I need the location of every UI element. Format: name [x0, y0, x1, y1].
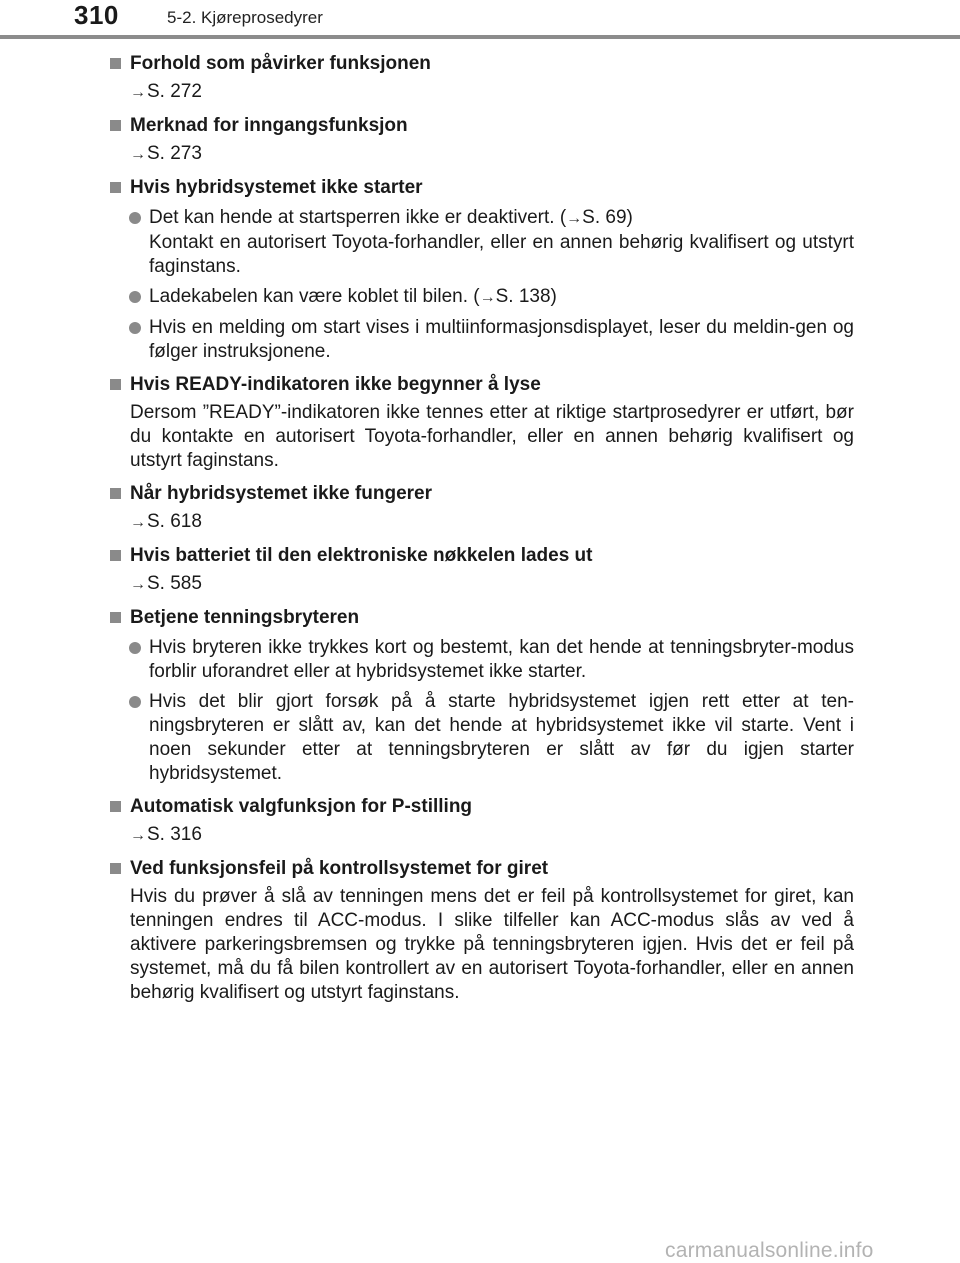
- section-heading: [109, 176, 854, 200]
- section-heading: [109, 857, 854, 881]
- square-bullet-icon: [110, 612, 121, 623]
- paragraph: Hvis du prøver å slå av tenningen mens det er feil på kontrollsystemet for giret, kan tenningen endres til ACC-modus. I slike tilfeller kan ACC-modus slås av ved å aktivere parkeringsbremsen og trykke på tenningsbryteren igjen. Hvis det er feil på systemet, må du få bilen kontrollert av en autorisert Toyota-forhandler, eller en annen behørig kvalifisert og utstyrt faginstans.: [130, 886, 854, 1003]
- heading-text: Når hybridsystemet ikke fungerer: [130, 483, 433, 504]
- arrow-right-icon: →: [479, 289, 496, 306]
- circle-bullet-icon: [129, 642, 141, 654]
- watermark: carmanualsonline.info: [665, 1239, 874, 1262]
- bullet-text: Ladekabelen kan være koblet til bilen. (: [149, 286, 480, 307]
- bullet-text: Hvis en melding om start vises i multiinformasjonsdisplayet, leser du meldin-gen og følger instruksjonene.: [149, 317, 854, 362]
- page-reference[interactable]: [109, 572, 854, 597]
- page-reference[interactable]: [109, 823, 854, 848]
- page-reference[interactable]: S. 138): [495, 286, 557, 307]
- arrow-right-icon: →: [130, 827, 146, 844]
- list-item: [109, 316, 854, 364]
- square-bullet-icon: [110, 58, 121, 69]
- page-reference[interactable]: S. 69): [582, 207, 633, 228]
- heading-text: Automatisk valgfunksjon for P-stilling: [130, 796, 473, 817]
- arrow-right-icon: →: [130, 146, 146, 163]
- section-heading: [109, 482, 854, 506]
- bullet-text: Hvis bryteren ikke trykkes kort og bestemt, kan det hende at tenningsbryter-modus forblir uforandret eller at hybridsystemet ikke starter.: [149, 637, 854, 682]
- section-heading: [109, 606, 854, 630]
- section-heading: [109, 52, 854, 76]
- page-reference[interactable]: [109, 142, 854, 167]
- heading-text: Merknad for inngangsfunksjon: [130, 115, 408, 136]
- list-item: [109, 690, 854, 786]
- page-reference[interactable]: [109, 510, 854, 535]
- square-bullet-icon: [110, 863, 121, 874]
- square-bullet-icon: [110, 550, 121, 561]
- reference-text: S. 272: [147, 81, 202, 102]
- circle-bullet-icon: [129, 212, 141, 224]
- reference-text: S. 618: [147, 511, 202, 532]
- bullet-text: Kontakt en autorisert Toyota-forhandler, eller en annen behørig kvalifisert og utstyrt faginstans.: [149, 232, 854, 277]
- square-bullet-icon: [110, 379, 121, 390]
- square-bullet-icon: [110, 801, 121, 812]
- section-heading: [109, 114, 854, 138]
- bullet-text: Det kan hende at startsperren ikke er deaktivert. (: [149, 207, 567, 228]
- heading-text: Ved funksjonsfeil på kontrollsystemet for giret: [130, 858, 549, 879]
- heading-text: Hvis hybridsystemet ikke starter: [130, 177, 423, 198]
- heading-text: Forhold som påvirker funksjonen: [130, 53, 431, 74]
- section-heading: [109, 544, 854, 568]
- reference-text: S. 273: [147, 143, 202, 164]
- list-item: [109, 636, 854, 684]
- section-heading: [109, 795, 854, 819]
- page-content: [109, 52, 854, 1005]
- list-item: [109, 206, 854, 279]
- arrow-right-icon: →: [130, 576, 146, 593]
- circle-bullet-icon: [129, 322, 141, 334]
- paragraph: Dersom ”READY”-indikatoren ikke tennes etter at riktige startprosedyrer er utført, bør du kontakte en autorisert Toyota-forhandler, eller en annen behørig kvalifisert og utstyrt faginstans.: [130, 402, 854, 471]
- list-item: [109, 285, 854, 310]
- heading-text: Betjene tenningsbryteren: [130, 607, 360, 628]
- section-heading: [109, 373, 854, 397]
- reference-text: S. 585: [147, 573, 202, 594]
- square-bullet-icon: [110, 182, 121, 193]
- square-bullet-icon: [110, 120, 121, 131]
- heading-text: Hvis batteriet til den elektroniske nøkkelen lades ut: [130, 545, 593, 566]
- reference-text: S. 316: [147, 824, 202, 845]
- bullet-text: Hvis det blir gjort forsøk på å starte hybridsystemet igjen rett etter at ten-ningsbryteren er slått av, kan det hende at hybridsystemet ikke vil starte. Vent i noen sekunder etter at tenningsbryteren er slått av før du igjen starter hybridsystemet.: [149, 691, 854, 784]
- arrow-right-icon: →: [566, 210, 583, 227]
- heading-text: Hvis READY-indikatoren ikke begynner å lyse: [130, 374, 541, 395]
- header-divider: [0, 35, 960, 39]
- arrow-right-icon: →: [130, 84, 146, 101]
- chapter-title: 5-2. Kjøreprosedyrer: [167, 8, 323, 27]
- arrow-right-icon: →: [130, 514, 146, 531]
- circle-bullet-icon: [129, 696, 141, 708]
- page-number: 310: [74, 0, 119, 30]
- page-reference[interactable]: [109, 80, 854, 105]
- square-bullet-icon: [110, 488, 121, 499]
- circle-bullet-icon: [129, 291, 141, 303]
